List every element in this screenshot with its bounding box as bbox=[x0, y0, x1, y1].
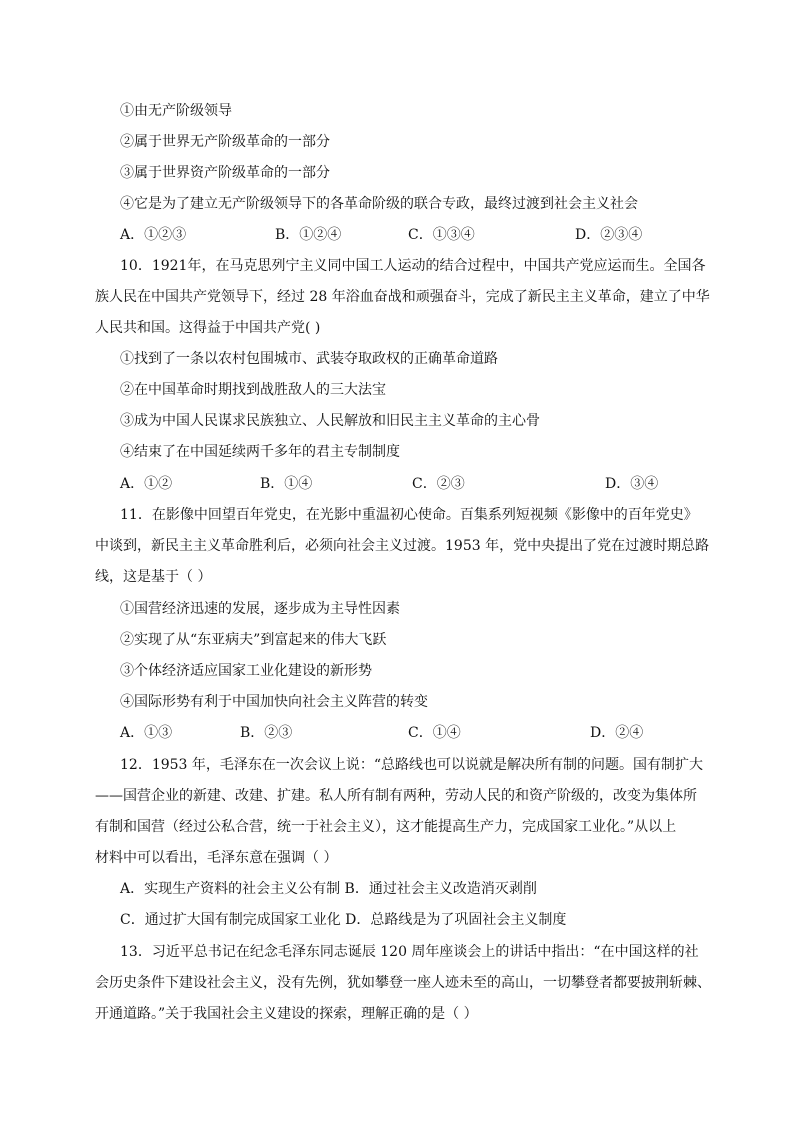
q9-option-1: ①由无产阶级领导 bbox=[120, 103, 232, 119]
q10-stem-line-1: 10．1921年，在马克思列宁主义同中国工人运动的结合过程中，中国共产党应运而生。全国各 bbox=[120, 258, 706, 274]
q9-choice-d: D．②③④ bbox=[575, 227, 643, 243]
q12-stem-line-1: 12．1953 年，毛泽东在一次会议上说：“总路线也可以说就是解决所有制的问题。国有制扩大 bbox=[120, 757, 704, 773]
q11-choices bbox=[120, 723, 720, 743]
q10-choice-c: C．②③ bbox=[412, 476, 465, 492]
q10-choice-b: B．①④ bbox=[260, 476, 313, 492]
q11-choice-b: B．②③ bbox=[240, 725, 293, 741]
q12-option-line-2: C．通过扩大国有制完成国家工业化 D．总路线是为了巩固社会主义制度 bbox=[120, 912, 567, 928]
q10-choice-d: D．③④ bbox=[605, 476, 659, 492]
q13-stem-line-1: 13．习近平总书记在纪念毛泽东同志诞辰 120 周年座谈会上的讲话中指出：“在中国这样的社 bbox=[120, 944, 699, 960]
q11-option-1: ①国营经济迅速的发展，逐步成为主导性因素 bbox=[120, 601, 400, 617]
q10-choice-a: A．①② bbox=[120, 476, 173, 492]
q10-option-1: ①找到了一条以农村包围城市、武装夺取政权的正确革命道路 bbox=[120, 351, 498, 367]
q9-choice-b: B．①②④ bbox=[275, 227, 342, 243]
q11-option-3: ③个体经济适应国家工业化建设的新形势 bbox=[120, 663, 372, 679]
q9-choices bbox=[120, 225, 720, 245]
q11-option-2: ②实现了从“东亚病夫”到富起来的伟大飞跃 bbox=[120, 632, 387, 648]
q11-stem-line-2: 中谈到，新民主主义革命胜利后，必须向社会主义过渡。1953 年，党中央提出了党在过渡时期总路 bbox=[95, 538, 710, 554]
q12-stem-line-2: ——国营企业的新建、改建、扩建。私人所有制有两种，劳动人民的和资产阶级的，改变为集体所 bbox=[95, 788, 697, 804]
q9-choice-c: C．①③④ bbox=[408, 227, 475, 243]
q9-option-4: ④它是为了建立无产阶级领导下的各革命阶级的联合专政，最终过渡到社会主义社会 bbox=[120, 196, 638, 212]
q9-option-2: ②属于世界无产阶级革命的一部分 bbox=[120, 134, 330, 150]
q12-stem-line-4: 材料中可以看出，毛泽东意在强调（ ） bbox=[95, 850, 338, 866]
q12-option-line-1: A．实现生产资料的社会主义公有制 B．通过社会主义改造消灭剥削 bbox=[120, 881, 537, 897]
q10-stem-line-3: 人民共和国。这得益于中国共产党( ) bbox=[95, 320, 321, 336]
q10-option-4: ④结束了在中国延续两千多年的君主专制制度 bbox=[120, 444, 400, 460]
q12-stem-line-3: 有制和国营（经过公私合营，统一于社会主义），这才能提高生产力，完成国家工业化。”从以上 bbox=[95, 819, 677, 835]
q11-stem-line-3: 线，这是基于（ ） bbox=[95, 569, 212, 585]
q9-choice-a: A．①②③ bbox=[120, 227, 187, 243]
q10-choices bbox=[120, 474, 720, 494]
q9-option-3: ③属于世界资产阶级革命的一部分 bbox=[120, 165, 330, 181]
q10-option-3: ③成为中国人民谋求民族独立、人民解放和旧民主主义革命的主心骨 bbox=[120, 413, 540, 429]
q11-option-4: ④国际形势有利于中国加快向社会主义阵营的转变 bbox=[120, 694, 428, 710]
q13-stem-line-3: 开通道路。”关于我国社会主义建设的探索，理解正确的是（ ） bbox=[95, 1006, 478, 1022]
q10-stem-line-2: 族人民在中国共产党领导下，经过 28 年浴血奋战和顽强奋斗，完成了新民主主义革命，建立了中华 bbox=[95, 289, 710, 305]
q11-choice-a: A．①③ bbox=[120, 725, 173, 741]
q11-choice-d: D．②④ bbox=[590, 725, 644, 741]
q11-stem-line-1: 11．在影像中回望百年党史，在光影中重温初心使命。百集系列短视频《影像中的百年党史》 bbox=[120, 507, 698, 523]
q10-option-2: ②在中国革命时期找到战胜敌人的三大法宝 bbox=[120, 382, 386, 398]
q13-stem-line-2: 会历史条件下建设社会主义，没有先例，犹如攀登一座人迹未至的高山，一切攀登者都要披荆斩棘、 bbox=[95, 975, 711, 991]
q11-choice-c: C．①④ bbox=[408, 725, 461, 741]
